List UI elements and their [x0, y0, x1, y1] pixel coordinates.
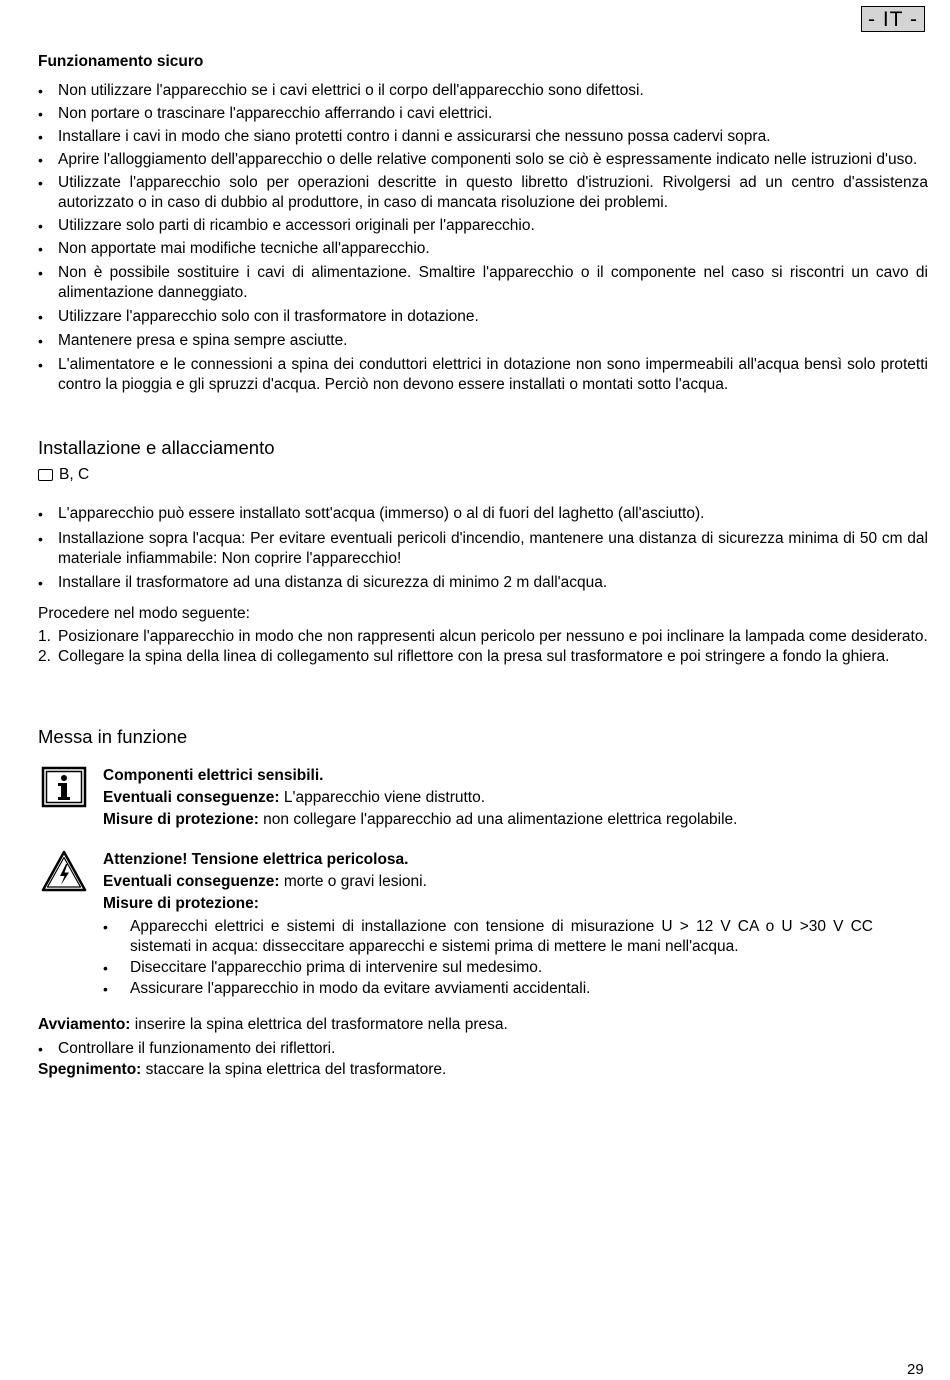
list-item: • Installazione sopra l'acqua: Per evitare eventuali pericoli d'incendio, mantenere una distanza di sicurezza minima di 50 cm dal materiale infiammabile: Non coprire l'apparecchio!: [38, 529, 928, 569]
notice-info-body: [103, 765, 918, 831]
startup-instruction: [38, 1015, 508, 1035]
section-title-safe-operation: Funzionamento sicuro: [38, 53, 204, 70]
step-number: 1.: [38, 628, 51, 645]
shutdown-label: Spegnimento:: [38, 1061, 142, 1078]
list-item: • Non portare o trascinare l'apparecchio afferrando i cavi elettrici.: [38, 104, 928, 124]
check-list: [38, 1039, 928, 1059]
protection-label: Misure di protezione:: [103, 811, 259, 828]
step-number: 2.: [38, 648, 51, 665]
list-item: • L'apparecchio può essere installato sott'acqua (immerso) o al di fuori del laghetto (all'asciutto).: [38, 504, 928, 524]
list-item: [38, 627, 928, 647]
startup-label: Avviamento:: [38, 1016, 131, 1033]
startup-text: inserire la spina elettrica del trasformatore nella presa.: [130, 1016, 508, 1033]
figure-book-icon: [38, 469, 53, 481]
section-title-installation: Installazione e allacciamento: [38, 437, 275, 458]
list-item: • Diseccitare l'apparecchio prima di intervenire sul medesimo.: [103, 958, 873, 978]
list-item: • Aprire l'alloggiamento dell'apparecchio o delle relative componenti solo se ciò è espressamente indicato nelle istruzioni d'uso.: [38, 150, 928, 170]
installation-list: [38, 504, 928, 593]
list-item: • Installare il trasformatore ad una distanza di sicurezza di minimo 2 m dall'acqua.: [38, 573, 928, 593]
consequences-text: morte o gravi lesioni.: [279, 873, 427, 890]
figure-reference: [38, 465, 89, 485]
list-item: • L'alimentatore e le connessioni a spina dei conduttori elettrici in dotazione non sono impermeabili all'acqua bensì solo protetti contro la pioggia e gli spruzzi d'acqua. Perciò non devono essere installati o montati sotto l'acqua.: [38, 355, 928, 395]
consequences-label: Eventuali conseguenze:: [103, 789, 280, 806]
shutdown-instruction: [38, 1060, 446, 1080]
protection-measures-list: [103, 917, 873, 999]
step-text: Collegare la spina della linea di collegamento sul riflettore con la presa sul trasformatore e poi stringere a fondo la ghiera.: [58, 648, 890, 665]
notice-warning: [38, 849, 928, 999]
step-text: Posizionare l'apparecchio in modo che non rappresenti alcun pericolo per nessuno e poi inclinare la lampada come desiderato.: [58, 628, 928, 645]
list-item: • Utilizzare l'apparecchio solo con il trasformatore in dotazione.: [38, 307, 928, 327]
high-voltage-warning-icon: [40, 849, 88, 893]
procedure-steps: [38, 627, 928, 667]
notice-headline: Attenzione! Tensione elettrica pericolosa.: [103, 851, 409, 868]
notice-warning-body: [103, 849, 918, 999]
safe-operation-list: [38, 81, 928, 395]
list-item: • Non è possibile sostituire i cavi di alimentazione. Smaltire l'apparecchio o il componente nel caso si riscontri un cavo di alimentazione danneggiato.: [38, 263, 928, 303]
list-item: • Controllare il funzionamento dei riflettori.: [38, 1039, 928, 1059]
info-icon: [40, 765, 88, 809]
list-item: • Assicurare l'apparecchio in modo da evitare avviamenti accidentali.: [103, 979, 873, 999]
procedure-intro: Procedere nel modo seguente:: [38, 605, 250, 622]
notice-info: [38, 765, 928, 835]
page-number: 29: [907, 1361, 924, 1378]
list-item: • Non utilizzare l'apparecchio se i cavi elettrici o il corpo dell'apparecchio sono difettosi.: [38, 81, 928, 101]
protection-label: Misure di protezione:: [103, 895, 259, 912]
section-title-commissioning: Messa in funzione: [38, 726, 188, 747]
consequences-label: Eventuali conseguenze:: [103, 873, 280, 890]
list-item: [38, 647, 928, 667]
language-tag: - IT -: [861, 6, 925, 32]
list-item: • Installare i cavi in modo che siano protetti contro i danni e assicurarsi che nessuno possa cadervi sopra.: [38, 127, 928, 147]
consequences-text: L'apparecchio viene distrutto.: [279, 789, 486, 806]
list-item: • Utilizzate l'apparecchio solo per operazioni descritte in questo libretto d'istruzioni. Rivolgersi ad un centro d'assistenza autorizzato o in caso di dubbio al produttore, in caso di mancata risoluzione dei problemi.: [38, 173, 928, 213]
list-item: • Non apportate mai modifiche tecniche all'apparecchio.: [38, 239, 928, 259]
list-item: • Utilizzare solo parti di ricambio e accessori originali per l'apparecchio.: [38, 216, 928, 236]
shutdown-text: staccare la spina elettrica del trasformatore.: [141, 1061, 447, 1078]
figure-reference-text: B, C: [59, 466, 90, 483]
protection-text: non collegare l'apparecchio ad una alimentazione elettrica regolabile.: [258, 811, 738, 828]
list-item: • Apparecchi elettrici e sistemi di installazione con tensione di misurazione U > 12 V CA o U >30 V CC sistemati in acqua: disseccitare apparecchi e sistemi prima di mettere le mani nell'acqua.: [103, 917, 873, 957]
list-item: • Mantenere presa e spina sempre asciutte.: [38, 331, 928, 351]
notice-headline: Componenti elettrici sensibili.: [103, 767, 324, 784]
